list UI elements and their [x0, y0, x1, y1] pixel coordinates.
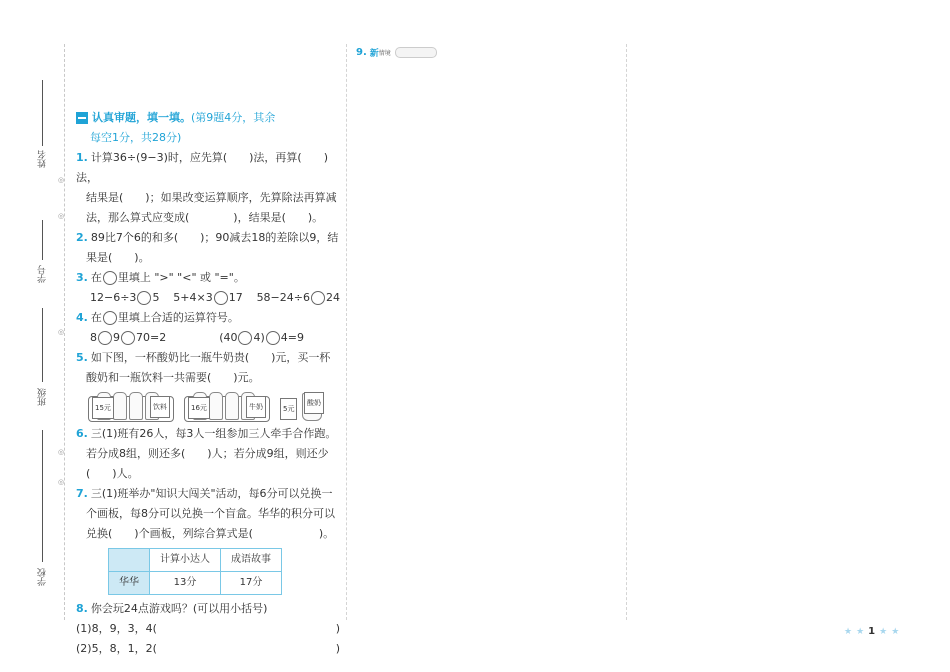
section-number-icon: [76, 112, 88, 124]
question-1: [76, 148, 344, 228]
question-text: 兑换( )个画板，列综合算式是( )。: [86, 527, 335, 540]
answer-circle[interactable]: [137, 291, 151, 305]
expression: 8: [90, 331, 97, 344]
question-number: 8.: [76, 602, 88, 615]
question-text: 89比7个6的和多( )；90减去18的差除以9，结: [90, 231, 339, 244]
question-number: 5.: [76, 351, 88, 364]
expression: 4=9: [280, 331, 304, 344]
expression: 58−24÷6: [256, 291, 310, 304]
star-icon: ★: [879, 626, 888, 637]
name-label: 姓名: [38, 150, 48, 168]
school-label: 学校: [38, 568, 48, 586]
question-3: [76, 268, 344, 308]
page-number: 1: [868, 626, 876, 637]
expression: 24: [326, 291, 340, 304]
section-title: 认真审题，填一填。: [92, 111, 191, 124]
product-pictures: [76, 390, 344, 422]
expression: 5: [152, 291, 160, 304]
student-id-label: 学号: [38, 265, 48, 283]
question-8: [76, 599, 344, 659]
binding-dotted-line: [64, 44, 65, 620]
binding-mark: ◎: [58, 448, 65, 456]
question-7: [76, 484, 344, 595]
star-icon: ★: [891, 626, 900, 637]
price-tag: 15元: [92, 397, 114, 419]
id-line: [42, 220, 43, 260]
sub-question: (2)5，8，1，2(: [76, 642, 157, 655]
section-heading: [76, 108, 344, 128]
binding-mark: ◎: [58, 328, 65, 336]
expression: 70=2: [136, 331, 167, 344]
score-table: [108, 548, 282, 595]
bracket: ): [335, 642, 340, 655]
product-label: 牛奶: [246, 396, 266, 418]
question-text: 在: [90, 311, 102, 324]
expression: 17: [228, 291, 243, 304]
operator-row: [76, 328, 344, 348]
question-5: [76, 348, 344, 422]
bracket: ): [335, 622, 340, 635]
new-badge: 新: [369, 49, 379, 59]
table-header: 成语故事: [221, 549, 282, 572]
worksheet-column: [76, 108, 344, 659]
answer-circle[interactable]: [98, 331, 112, 345]
question-6: [76, 424, 344, 484]
question-text: 酸奶和一瓶饮料一共需要( )元。: [86, 371, 260, 384]
question-number: 6.: [76, 427, 88, 440]
question-text: 三(1)班举办"知识大闯关"活动，每6分可以兑换一: [90, 487, 333, 500]
table-cell: 13分: [150, 572, 221, 595]
question-text: 计算36÷(9−3)时，应先算( )法，再算( )法，: [76, 151, 329, 184]
table-corner: [109, 549, 150, 572]
context-badge: 情境: [378, 50, 391, 57]
answer-circle[interactable]: [121, 331, 135, 345]
question-text: 结果是( )；如果改变运算顺序，先算除法再算减: [86, 191, 337, 204]
question-number: 7.: [76, 487, 88, 500]
school-line: [42, 430, 43, 562]
answer-circle[interactable]: [266, 331, 280, 345]
column-divider: [346, 44, 347, 620]
binding-mark: ◎: [58, 212, 65, 220]
expression: 4): [253, 331, 265, 344]
star-icon: ★: [856, 626, 865, 637]
question-4: [76, 308, 344, 348]
question-text: 里填上 ">" "<" 或 "="。: [117, 271, 245, 284]
question-2: [76, 228, 344, 268]
product-label: 酸奶: [304, 392, 324, 414]
section-score-note: (第9题4分，其余: [191, 111, 276, 124]
question-number: 4.: [76, 311, 88, 324]
section-score-note-2: 每空1分，共28分): [90, 131, 182, 144]
tag-pill: [395, 47, 437, 58]
table-cell: 17分: [221, 572, 282, 595]
question-text: 如下图，一杯酸奶比一瓶牛奶贵( )元，买一杯: [90, 351, 331, 364]
expression: (40: [219, 331, 238, 344]
drink-pack-image: [88, 396, 174, 422]
product-label: 饮料: [150, 396, 170, 418]
star-icon: ★: [844, 626, 853, 637]
comparison-row: [76, 288, 344, 308]
question-text: 若分成8组，则还多( )人；若分成9组，则还少: [86, 447, 329, 460]
name-line: [42, 80, 43, 146]
sub-question: (1)8，9，3，4(: [76, 622, 157, 635]
milk-pack-image: [184, 396, 270, 422]
class-label: 班级: [38, 388, 48, 406]
answer-circle[interactable]: [103, 271, 117, 285]
answer-circle[interactable]: [238, 331, 252, 345]
binding-mark: ◎: [58, 176, 65, 184]
yogurt-image: [280, 398, 324, 422]
answer-circle[interactable]: [311, 291, 325, 305]
question-text: 三(1)班有26人，每3人一组参加三人牵手合作跑。: [90, 427, 337, 440]
class-line: [42, 308, 43, 382]
question-number: 9.: [356, 47, 367, 58]
price-tag: 5元: [280, 398, 297, 420]
binding-mark: ◎: [58, 478, 65, 486]
answer-circle[interactable]: [214, 291, 228, 305]
question-number: 3.: [76, 271, 88, 284]
answer-line[interactable]: [76, 619, 344, 639]
question-text: ( )人。: [86, 467, 139, 480]
question-text: 法，那么算式应变成( )，结果是( )。: [86, 211, 324, 224]
question-number: 2.: [76, 231, 88, 244]
answer-line[interactable]: [76, 639, 344, 659]
question-text: 你会玩24点游戏吗？(可以用小括号): [90, 602, 268, 615]
question-text: 里填上合适的运算符号。: [117, 311, 239, 324]
question-9: [356, 46, 437, 59]
table-row-name: 华华: [109, 572, 150, 595]
page-footer: [844, 626, 899, 637]
question-text: 果是( )。: [86, 251, 150, 264]
question-number: 1.: [76, 151, 88, 164]
answer-circle[interactable]: [103, 311, 117, 325]
expression: 5+4×3: [173, 291, 213, 304]
column-divider: [626, 44, 627, 620]
table-header: 计算小达人: [150, 549, 221, 572]
expression: 12−6÷3: [90, 291, 137, 304]
price-tag: 16元: [188, 397, 210, 419]
question-text: 个画板，每8分可以兑换一个盲盒。华华的积分可以: [86, 507, 335, 520]
expression: 9: [113, 331, 120, 344]
question-text: 在: [90, 271, 102, 284]
